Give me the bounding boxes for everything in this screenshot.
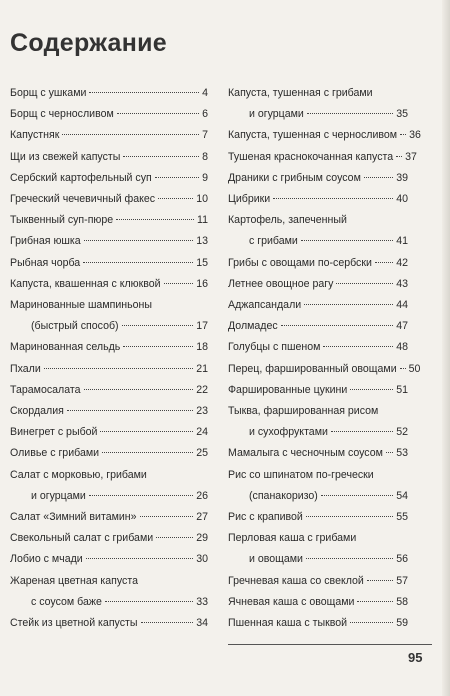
toc-entry-page: 50 <box>408 362 421 375</box>
dot-leader <box>140 516 194 517</box>
toc-entry-title: Винегрет с рыбой <box>10 426 98 439</box>
dot-leader <box>158 198 193 199</box>
toc-entry-page: 51 <box>396 383 408 396</box>
toc-entry-title: Фаршированные цукини <box>228 383 348 396</box>
toc-entry-title: с грибами <box>249 235 298 248</box>
toc-entry-page: 8 <box>202 150 208 163</box>
dot-leader <box>273 198 393 199</box>
toc-entry-title: Маринованная сельдь <box>10 341 121 354</box>
toc-entry-title: Рис со шпинатом по-гречески <box>228 468 374 481</box>
toc-entry-page: 54 <box>396 489 408 502</box>
toc-entry-page: 4 <box>202 87 208 99</box>
toc-entry-page: 17 <box>196 320 208 333</box>
dot-leader <box>375 262 393 263</box>
toc-entry-page: 6 <box>202 108 208 121</box>
dot-leader <box>386 452 393 453</box>
toc-entry-title: Скордалия <box>10 405 64 417</box>
toc-entry-title: Лобио с мчади <box>10 553 83 566</box>
dot-leader <box>84 240 194 241</box>
toc-entry-page: 58 <box>396 595 408 608</box>
toc-entry-page: 23 <box>196 405 208 417</box>
toc-entry-page: 7 <box>202 129 208 142</box>
toc-entry-title: и овощами <box>249 553 303 566</box>
dot-leader <box>123 156 199 157</box>
toc-entry-page: 35 <box>396 108 408 121</box>
toc-entry-title: Грибы с овощами по-сербски <box>228 256 372 269</box>
toc-entry-page: 16 <box>196 277 208 290</box>
toc-entry-title: Перец, фаршированный овощами <box>228 362 397 375</box>
toc-entry-title: Маринованные шампиньоны <box>10 299 152 311</box>
toc-entry-title: и сухофруктами <box>249 426 328 439</box>
dot-leader <box>67 410 193 411</box>
toc-entry-page: 29 <box>196 532 208 545</box>
toc-entry-page: 42 <box>396 256 408 269</box>
dot-leader <box>62 134 199 135</box>
toc-entry-page: 48 <box>396 341 408 354</box>
dot-leader <box>396 156 402 157</box>
toc-entry-page: 47 <box>396 320 408 333</box>
toc-entry-title: Сербский картофельный суп <box>10 171 152 184</box>
dot-leader <box>306 516 393 517</box>
toc-entry-title: Пхали <box>10 362 41 375</box>
dot-leader <box>323 346 393 347</box>
toc-entry-title: Картофель, запеченный <box>228 214 347 227</box>
toc-entry-title: Ячневая каша с овощами <box>228 595 355 608</box>
toc-entry-page: 55 <box>396 511 408 523</box>
dot-leader <box>364 177 393 178</box>
toc-entry-title: и огурцами <box>249 108 304 121</box>
toc-entry-title: Салат с морковью, грибами <box>10 468 147 481</box>
dot-leader <box>84 389 194 390</box>
dot-leader <box>164 283 194 284</box>
toc-entry-title: Долмадес <box>228 320 278 333</box>
toc-entry-page: 15 <box>196 256 208 269</box>
footer-rule <box>228 644 432 645</box>
page-number: 95 <box>408 650 423 665</box>
dot-leader <box>306 558 393 559</box>
toc-entry-page: 56 <box>396 553 408 566</box>
dot-leader <box>336 283 393 284</box>
dot-leader <box>122 325 194 326</box>
toc-entry-title: Оливье с грибами <box>10 447 100 460</box>
dot-leader <box>155 177 199 178</box>
dot-leader <box>102 452 193 453</box>
toc-entry-page: 36 <box>409 129 421 142</box>
toc-entry-page: 10 <box>196 193 208 205</box>
page-edge-shadow <box>442 0 450 696</box>
dot-leader <box>89 92 199 93</box>
dot-leader <box>357 601 393 602</box>
dot-leader <box>105 601 193 602</box>
dot-leader <box>304 304 393 305</box>
dot-leader <box>123 346 193 347</box>
toc-entry-title: Борщ с черносливом <box>10 108 114 121</box>
dot-leader <box>367 580 393 581</box>
toc-entry-page: 53 <box>396 447 408 460</box>
toc-entry-title: (спанакоризо) <box>249 489 318 502</box>
toc-entry-page: 27 <box>196 511 208 523</box>
toc-entry-page: 44 <box>396 299 408 311</box>
toc-entry-title: Аджапсандали <box>228 299 302 311</box>
dot-leader <box>141 622 194 623</box>
toc-entry-page: 37 <box>405 150 417 163</box>
dot-leader <box>86 558 194 559</box>
toc-entry-title: Гречневая каша со свеклой <box>228 574 364 587</box>
dot-leader <box>301 240 393 241</box>
toc-entry-title: Рис с крапивой <box>228 511 303 523</box>
toc-entry-title: Свекольный салат с грибами <box>10 532 154 545</box>
toc-entry-page: 21 <box>196 362 208 375</box>
toc-entry-title: Перловая каша с грибами <box>228 532 357 545</box>
dot-leader <box>117 113 199 114</box>
toc-entry-title: Рыбная чорба <box>10 256 81 269</box>
dot-leader <box>400 134 406 135</box>
toc-entry-title: Жареная цветная капуста <box>10 574 138 587</box>
toc-entry-page: 26 <box>196 489 208 502</box>
toc-entry-page: 34 <box>196 617 208 629</box>
toc-entry-title: Греческий чечевичный факес <box>10 193 156 205</box>
toc-entry-page: 13 <box>196 235 208 248</box>
toc-entry-title: и огурцами <box>31 489 86 502</box>
toc-entry-title: Капуста, тушенная с грибами <box>228 87 373 99</box>
toc-entry-page: 30 <box>196 553 208 566</box>
dot-leader <box>156 537 193 538</box>
dot-leader <box>350 389 393 390</box>
toc-entry-title: Тушеная краснокочанная капуста <box>228 150 394 163</box>
dot-leader <box>331 431 393 432</box>
toc-entry-page: 41 <box>396 235 408 248</box>
toc-entry-title: Цибрики <box>228 193 271 205</box>
toc-entry-page: 52 <box>396 426 408 439</box>
toc-entry-page: 43 <box>396 277 408 290</box>
toc-entry-title: Салат «Зимний витамин» <box>10 511 137 523</box>
toc-entry-title: Тыквенный суп-пюре <box>10 214 114 227</box>
dot-leader <box>350 622 393 623</box>
toc-entry-title: Стейк из цветной капусты <box>10 617 138 629</box>
toc-entry-page: 9 <box>202 171 208 184</box>
toc-entry-title: Капустняк <box>10 129 60 142</box>
toc-entry-page: 22 <box>196 383 208 396</box>
toc-entry-title: Тыква, фаршированная рисом <box>228 405 379 417</box>
dot-leader <box>307 113 393 114</box>
toc-entry-title: с соусом баже <box>31 595 102 608</box>
toc-entry-title: Мамалыга с чесночным соусом <box>228 447 383 460</box>
toc-entry-page: 24 <box>196 426 208 439</box>
dot-leader <box>400 368 406 369</box>
toc-entry-title: Щи из свежей капусты <box>10 150 121 163</box>
dot-leader <box>281 325 394 326</box>
toc-entry-title: Голубцы с пшеном <box>228 341 321 354</box>
toc-entry-page: 57 <box>396 574 408 587</box>
toc-entry-page: 25 <box>196 447 208 460</box>
page-title: Содержание <box>10 29 168 57</box>
dot-leader <box>89 495 193 496</box>
toc-entry-title: Пшенная каша с тыквой <box>228 617 348 629</box>
toc-entry-title: Капуста, тушенная с черносливом <box>228 129 398 142</box>
toc-entry-title: Тарамосалата <box>10 383 81 396</box>
toc-entry-title: Капуста, квашенная с клюквой <box>10 277 161 290</box>
dot-leader <box>83 262 193 263</box>
dot-leader <box>44 368 193 369</box>
toc-entry-title: Драники с грибным соусом <box>228 171 361 184</box>
toc-entry-page: 39 <box>396 171 408 184</box>
toc-entry-title: Летнее овощное рагу <box>228 277 334 290</box>
toc-entry-title: Борщ с ушками <box>10 87 87 99</box>
toc-entry-page: 40 <box>396 193 408 205</box>
dot-leader <box>100 431 193 432</box>
dot-leader <box>321 495 393 496</box>
toc-entry-page: 59 <box>396 617 408 629</box>
toc-entry-page: 33 <box>196 595 208 608</box>
toc-entry-page: 18 <box>196 341 208 354</box>
dot-leader <box>116 219 194 220</box>
toc-entry-page: 11 <box>197 214 208 227</box>
toc-entry-title: Грибная юшка <box>10 235 81 248</box>
toc-entry-title: (быстрый способ) <box>31 320 119 333</box>
